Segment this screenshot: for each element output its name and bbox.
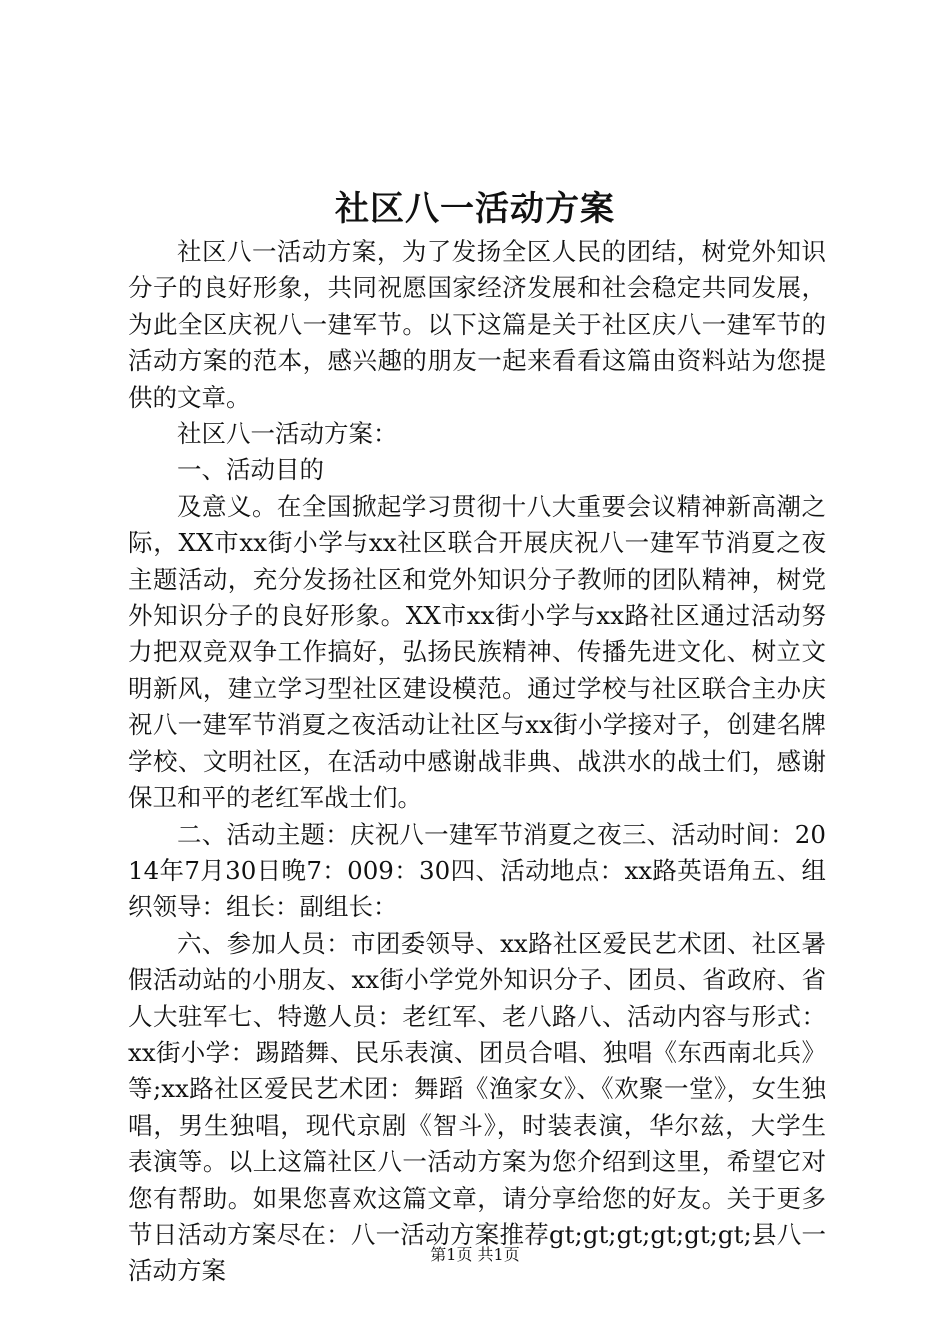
paragraph-intro: 社区八一活动方案，为了发扬全区人民的团结，树党外知识分子的良好形象，共同祝愿国家经济发展和社会稳定共同发展，为此全区庆祝八一建军节。以下这篇是关于社区庆八一建军节的活动方案的范本，感兴趣的朋友一起来看看这篇由资料站为您提供的文章。 — [128, 237, 826, 412]
page-footer: 第1页 共1页 — [430, 1245, 520, 1264]
paragraph-section-6-8: 六、参加人员：市团委领导、xx路社区爱民艺术团、社区暑假活动站的小朋友、xx街小学党外知识分子、团员、省政府、省人大驻军七、特邀人员：老红军、老八路八、活动内容与形式：xx街小学：踢踏舞、民乐表演、团员合唱、独唱《东西南北兵》等;xx路社区爱民艺术团：舞蹈《渔家女》、《欢聚一堂》，女生独唱，男生独唱，现代京剧《智斗》，时装表演，华尔兹，大学生表演等。以上这篇社区八一活动方案为您介绍到这里，希望它对您有帮助。如果您喜欢这篇文章，请分享给您的好友。关于更多节日活动方案尽在：八一活动方案推荐gt;gt;gt;gt;gt;gt;县八一活动方案 — [128, 928, 826, 1286]
document-title: 社区八一活动方案 — [335, 189, 615, 229]
document-body — [128, 234, 826, 1290]
paragraph-section-2-5: 二、活动主题：庆祝八一建军节消夏之夜三、活动时间：2014年7月30日晚7：009：30四、活动地点：xx路英语角五、组织领导：组长：副组长： — [128, 819, 826, 922]
paragraph-heading: 社区八一活动方案： — [177, 419, 398, 449]
paragraph-section-1-heading: 一、活动目的 — [177, 455, 324, 485]
paragraph-section-1-body: 及意义。在全国掀起学习贯彻十八大重要会议精神新高潮之际，XX市xx街小学与xx社区联合开展庆祝八一建军节消夏之夜主题活动，充分发扬社区和党外知识分子教师的团队精神，树党外知识分子的良好形象。XX市xx街小学与xx路社区通过活动努力把双竞双争工作搞好，弘扬民族精神、传播先进文化、树立文明新风，建立学习型社区建设模范。通过学校与社区联合主办庆祝八一建军节消夏之夜活动让社区与xx街小学接对子，创建名牌学校、文明社区，在活动中感谢战非典、战洪水的战士们，感谢保卫和平的老红军战士们。 — [128, 491, 826, 813]
